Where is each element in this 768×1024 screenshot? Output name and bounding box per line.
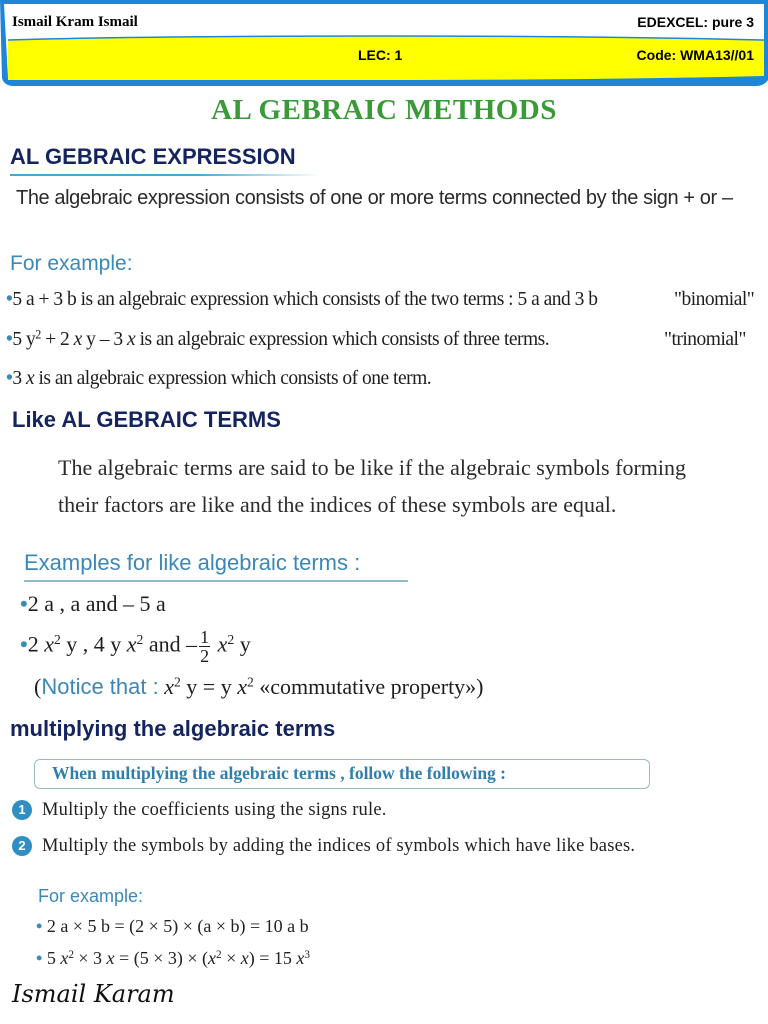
binomial-tag: "binomial" xyxy=(674,289,755,310)
section-heading-like-terms: Like AL GEBRAIC TERMS xyxy=(12,407,281,432)
expression-definition: The algebraic expression consists of one or more terms connected by the sign + or – xyxy=(16,187,733,209)
like-terms-definition-line-2: their factors are like and the indices of these symbols are equal. xyxy=(58,492,617,517)
like-terms-example-2: •2 $x^2$ y , 4 y $x^2$ and – $\frac{1}{2}$ $x^2$ y xyxy=(20,627,251,666)
header-code: Code: WMA13//01 xyxy=(636,47,754,63)
section-heading-expression: AL GEBRAIC EXPRESSION xyxy=(10,144,296,169)
like-terms-example-1: •2 a , a and – 5 a xyxy=(20,591,166,616)
commutative-note: (Notice that : $x^2$ y = y $x^2$ «commutative property») xyxy=(34,674,484,699)
multiplication-example-2: • 5 $x^2 \times 3$ $x = (5 \times 3) \times (x^2 \times x) = 15$ $x^3$ xyxy=(36,948,310,968)
expression-example-1: •5 a + 3 b is an algebraic expression which consists of the two terms : 5 a and 3 b xyxy=(6,289,598,310)
rule-box-text: When multiplying the algebraic terms , follow the following : xyxy=(52,763,507,783)
examples-underline xyxy=(24,580,408,582)
for-example-label: For example: xyxy=(10,252,133,275)
header-board: EDEXCEL: pure 3 xyxy=(637,14,754,30)
author-signature: Ismail Karam xyxy=(12,980,175,1008)
header-lecture: LEC: 1 xyxy=(358,47,403,63)
step-1-text: Multiply the coefficients using the signs rule. xyxy=(42,800,387,820)
header-banner xyxy=(0,0,768,92)
like-terms-definition-line-1: The algebraic terms are said to be like if the algebraic symbols forming xyxy=(58,455,686,480)
like-terms-examples-heading: Examples for like algebraic terms : xyxy=(24,550,361,575)
step-1-number: 1 xyxy=(12,800,32,820)
expression-example-2: •5 $y^2 + 2$ x y – 3 x is an algebraic expression which consists of three terms. xyxy=(6,327,550,350)
trinomial-tag: "trinomial" xyxy=(664,329,746,350)
header-author: Ismail Kram Ismail xyxy=(12,14,138,30)
section-heading-multiplying: multiplying the algebraic terms xyxy=(10,716,336,741)
expression-example-3: •3 x is an algebraic expression which consists of one term. xyxy=(6,368,432,389)
for-example-label-2: For example: xyxy=(38,886,144,906)
multiplication-example-1: • 2 a × 5 b = (2 × 5) × (a × b) = 10 a b xyxy=(36,916,309,936)
step-2-text: Multiply the symbols by adding the indices of symbols which have like bases. xyxy=(42,836,636,856)
page-title: AL GEBRAIC METHODS xyxy=(211,94,557,126)
heading-underline xyxy=(10,174,320,176)
step-2-number: 2 xyxy=(12,836,32,856)
